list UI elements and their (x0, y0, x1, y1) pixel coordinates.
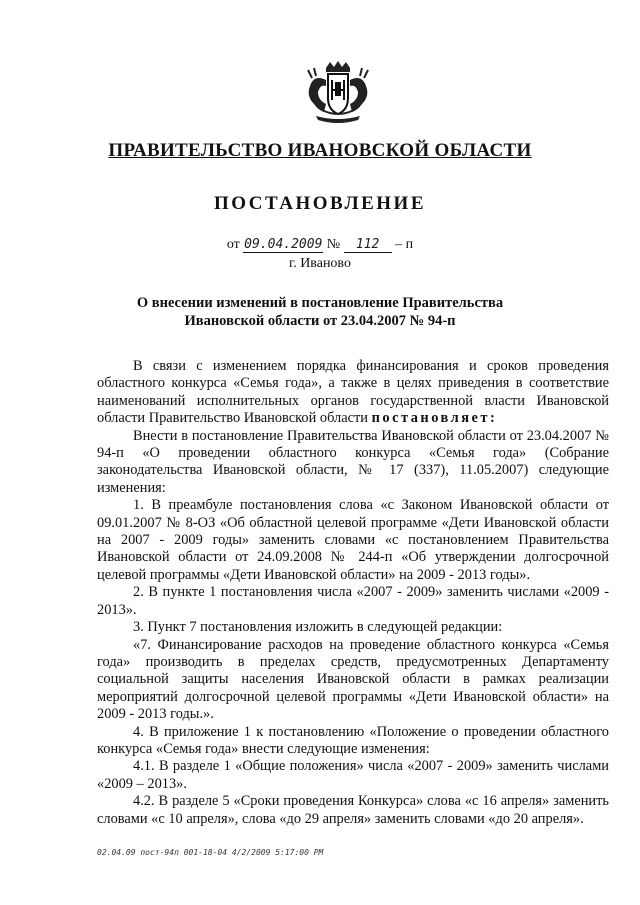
city-name: г. Иваново (289, 256, 351, 271)
handwritten-number: 112 (344, 237, 392, 253)
number-prefix: № (326, 237, 341, 252)
paragraph-item-4: 4. В приложение 1 к постановлению «Положение о проведении областного конкурса «Семья года» внести следующие изменения: (97, 723, 609, 757)
subject-line-2: Ивановской области от 23.04.2007 № 94-п (184, 313, 456, 329)
intro-text: В связи с изменением порядка финансирования и сроков проведения областного конкурса «Семья года», а также в целях приведения в соответствие наименований исполнительных органов государственной власти Ивановской области Правительство Ивановской области (97, 358, 609, 427)
document-type-heading: ПОСТАНОВЛЕНИЕ (213, 193, 427, 214)
number-suffix: – п (395, 237, 414, 252)
paragraph-item-3-text: «7. Финансирование расходов на проведение областного конкурса «Семья года» производить в пределах средств, предусмотренных Департаменту социальной защиты населения Ивановской области в рамках реализации мероприятий долгосрочной целевой программы «Дети Ивановской области» на 2009 - 2013 годы.». (97, 636, 609, 723)
subject-line-1: О внесении изменений в постановление Правительства (136, 295, 504, 311)
file-stamp-footer: 02.04.09 пост-94п 001-18-04 4/2/2009 5:17:00 PM (97, 848, 324, 857)
government-title: ПРАВИТЕЛЬСТВО ИВАНОВСКОЙ ОБЛАСТИ (108, 140, 532, 161)
coat-of-arms-emblem (302, 60, 374, 124)
date-prefix: от (226, 237, 240, 252)
resolves-word: постановляет: (371, 410, 498, 427)
paragraph-amend: Внести в постановление Правительства Ивановской области от 23.04.2007 № 94-п «О проведении областного конкурса «Семья года» (Собрание законодательства Ивановской области, № 17 (337), 11.05.2007) следующие изменения: (97, 427, 609, 496)
document-body (97, 358, 609, 828)
paragraph-item-1: 1. В преамбуле постановления слова «с Законом Ивановской области от 09.01.2007 № 8-ОЗ «Об областной целевой программе «Дети Ивановской области на 2007 - 2009 годы» заменить словами «с постановлением Правительства Ивановской области от 24.09.2008 № 244-п «Об утверждении долгосрочной целевой программы «Дети Ивановской области» на 2009 - 2013 годы». (97, 497, 609, 583)
paragraph-item-4-1: 4.1. В разделе 1 «Общие положения» числа «2007 - 2009» заменить числами «2009 – 2013». (97, 758, 609, 792)
paragraph-item-4-2: 4.2. В разделе 5 «Сроки проведения Конкурса» слова «с 16 апреля» заменить словами «с 10 апреля», слова «до 29 апреля» заменить словами «до 20 апреля». (97, 793, 609, 827)
subject-heading (0, 294, 640, 330)
paragraph-item-2: 2. В пункте 1 постановления числа «2007 - 2009» заменить числами «2009 - 2013». (97, 584, 609, 618)
intro-paragraph (97, 358, 609, 428)
paragraph-item-3: 3. Пункт 7 постановления изложить в следующей редакции: (133, 619, 503, 636)
handwritten-date: 09.04.2009 (244, 237, 323, 252)
date-number-line (0, 237, 640, 253)
